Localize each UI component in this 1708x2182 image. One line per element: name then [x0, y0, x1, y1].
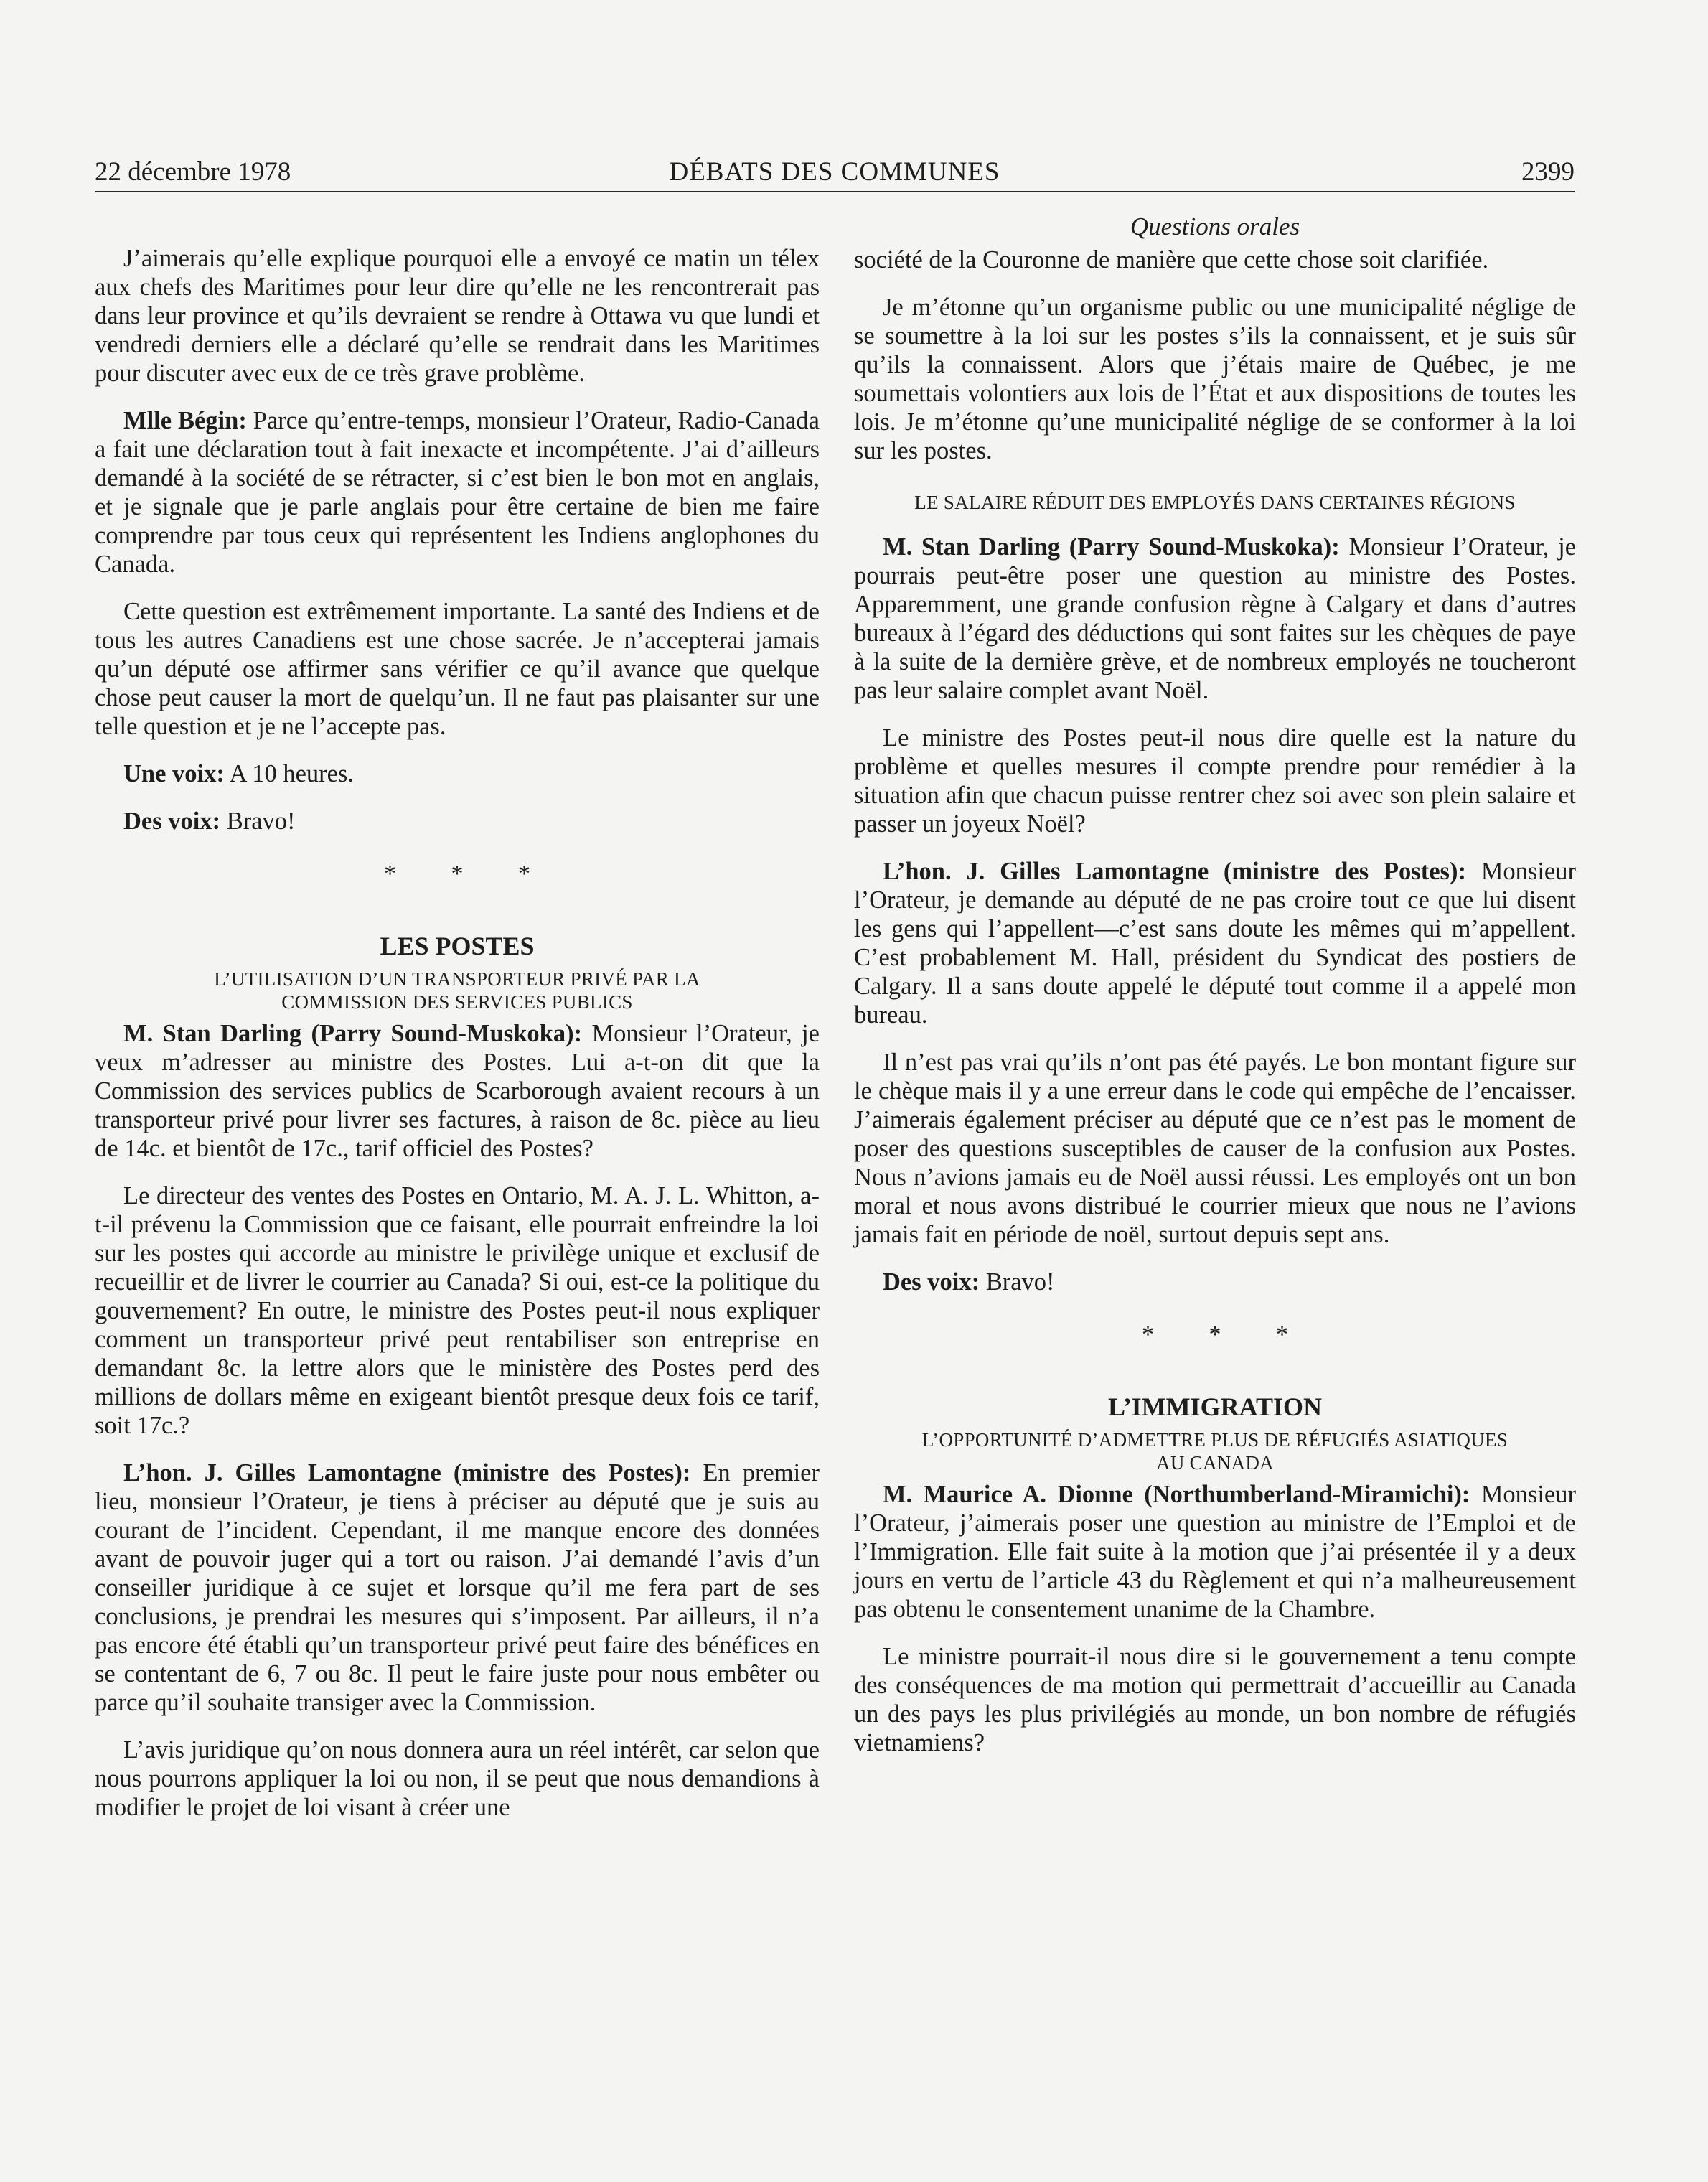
page-header — [95, 155, 1575, 189]
speaker-name: Mlle Bégin: — [123, 407, 247, 434]
header-title: DÉBATS DES COMMUNES — [669, 157, 1000, 187]
paragraph: Cette question est extrêmement importante. La santé des Indiens et de tous les autres Canadiens est une chose sacrée. Je n’accepterai jamais qu’un député ose affirmer sans vérifier ce qu’il avance que quelque chose peut causer la mort de quelqu’un. Il ne faut pas plaisanter sur une telle question et je ne l’accepte pas. — [95, 598, 820, 740]
paragraph — [95, 1019, 820, 1163]
speech-text: Monsieur l’Orateur, je demande au député de ne pas croire tout ce que lui disent les gens qui l’appellent—c’est sans doute les mêmes qui m’appellent. C’est probablement M. Hall, président du Syndicat des postiers de Calgary. Il a sans doute appelé le député tout comme il a appelé mon bureau. — [854, 858, 1576, 1029]
paragraph: Le directeur des ventes des Postes en Ontario, M. A. J. L. Whitton, a-t-il prévenu la Commission que ce faisant, elle pourrait enfreindre la loi sur les postes qui accorde au ministre le privilège unique et exclusif de recueillir et de livrer le courrier au Canada? Si oui, est-ce la politique du gouvernement? En outre, le ministre des Postes peut-il nous expliquer comment un transporteur privé peut rentabiliser son entreprise en demandant 8c. la lettre alors que le ministère des Postes perd des millions de dollars même en exigeant bientôt presque deux fois ce tarif, soit 17c.? — [95, 1182, 820, 1439]
paragraph: Il n’est pas vrai qu’ils n’ont pas été payés. Le bon montant figure sur le chèque mais il y a une erreur dans le code qui empêche de l’encaisser. J’aimerais également préciser au député que ce n’est pas le moment de poser des questions susceptibles de causer de la confusion aux Postes. Nous n’avions jamais eu de Noël aussi réussi. Les employés ont un bon moral et nous avons distribué le courrier mieux que nous ne l’avions jamais fait en période de noël, surtout depuis sept ans. — [854, 1049, 1576, 1248]
paragraph — [854, 533, 1576, 705]
paragraph: Le ministre pourrait-il nous dire si le gouvernement a tenu compte des conséquences de ma motion qui permettrait d’accueillir au Canada un des pays les plus privilégiés au monde, un bon nombre de réfugiés vietnamiens? — [854, 1643, 1576, 1756]
speech-text: Parce qu’entre-temps, monsieur l’Orateur, Radio-Canada a fait une déclaration tout à fait inexacte et incompétente. J’ai d’ailleurs demandé à la société de se rétracter, si c’est bien le bon mot en anglais, et je signale que je parle anglais pour être certaine de bien me faire comprendre par tous ceux qui représentent les Indiens anglophones du Canada. — [95, 407, 820, 578]
speaker-name: M. Stan Darling (Parry Sound-Muskoka): — [123, 1020, 583, 1047]
speech-text: Bravo! — [980, 1268, 1055, 1296]
paragraph: L’avis juridique qu’on nous donnera aura un réel intérêt, car selon que nous pourrons appliquer la loi ou non, il se peut que nous demandions à modifier le projet de loi visant à créer une — [95, 1736, 820, 1821]
speaker-name: M. Stan Darling (Parry Sound-Muskoka): — [883, 533, 1340, 561]
speaker-name: Des voix: — [123, 807, 221, 835]
paragraph — [854, 1268, 1576, 1296]
header-rule — [95, 191, 1575, 192]
section-separator: * * * — [384, 861, 555, 887]
section-subhead: LE SALAIRE RÉDUIT DES EMPLOYÉS DANS CERTAINES RÉGIONS — [914, 492, 1516, 513]
right-column — [854, 211, 1576, 1776]
speaker-name: M. Maurice A. Dionne (Northumberland-Miramichi): — [883, 1481, 1470, 1508]
subhead-line: AU CANADA — [1156, 1452, 1274, 1474]
left-column — [95, 244, 820, 1840]
speech-text: Monsieur l’Orateur, je veux m’adresser au ministre des Postes. Lui a-t-on dit que la Commission des services publics de Scarborough avaient recours à un transporteur privé pour livrer ses factures, à raison de 8c. pièce au lieu de 14c. et bientôt de 17c., tarif officiel des Postes? — [95, 1020, 820, 1162]
section-subhead — [95, 968, 820, 1013]
speech-text: Monsieur l’Orateur, je pourrais peut-être poser une question au ministre des Postes. Apparemment, une grande confusion règne à Calgary et dans d’autres bureaux à l’égard des déductions qui sont faites sur les chèques de paye à la suite de la dernière grève, et de nombreux employés ne toucheront pas leur salaire complet avant Noël. — [854, 533, 1577, 704]
speech-text: En premier lieu, monsieur l’Orateur, je tiens à préciser au député que je suis au courant de l’incident. Cependant, il me manque encore des données avant de pouvoir juger qui a tort ou raison. J’ai demandé l’avis d’un conseiller juridique à ce sujet et lorsque qu’il me fera part de ses conclusions, je prendrai les mesures qui s’imposent. Par ailleurs, il n’a pas encore été établi qu’un transporteur privé peut faire des bénéfices en se contentant de 6, 7 ou 8c. Il peut le faire juste pour nous embêter ou parce qu’il souhaite transiger avec la Commission. — [95, 1459, 820, 1716]
section-title: LES POSTES — [380, 932, 535, 960]
paragraph — [854, 857, 1576, 1029]
paragraph — [854, 1480, 1576, 1624]
subhead-line: L’UTILISATION D’UN TRANSPORTEUR PRIVÉ PAR LA — [214, 968, 700, 990]
section-separator: * * * — [1142, 1321, 1313, 1348]
speech-text: A 10 heures. — [224, 760, 355, 787]
speech-text: Bravo! — [220, 807, 296, 835]
header-date: 22 décembre 1978 — [95, 157, 291, 187]
paragraph: Je m’étonne qu’un organisme public ou une municipalité néglige de se soumettre à la loi sur les postes s’ils la connaissent, et je suis sûr qu’ils la connaissent. Alors que j’étais maire de Québec, je me soumettais volontiers aux lois de l’État et aux dispositions de toutes les lois. Je m’étonne qu’une municipalité néglige de se conformer à la loi sur les postes. — [854, 294, 1576, 464]
speaker-name: L’hon. J. Gilles Lamontagne (ministre des Postes): — [883, 858, 1466, 885]
paragraph — [95, 807, 820, 835]
paragraph — [95, 406, 820, 579]
paragraph — [95, 759, 820, 788]
section-title: L’IMMIGRATION — [1107, 1392, 1323, 1421]
speaker-name: Des voix: — [883, 1268, 980, 1296]
running-head: Questions orales — [1130, 212, 1300, 240]
section-subhead — [854, 1428, 1576, 1474]
paragraph: J’aimerais qu’elle explique pourquoi elle a envoyé ce matin un télex aux chefs des Maritimes pour leur dire qu’elle ne les rencontrerait pas dans leur province et qu’ils devraient se rendre à Ottawa vu que lundi et vendredi derniers elle a déclaré qu’elle se rendrait dans les Maritimes pour discuter avec eux de ce très grave problème. — [95, 245, 820, 387]
header-page-number: 2399 — [1521, 157, 1575, 187]
paragraph: Le ministre des Postes peut-il nous dire quelle est la nature du problème et quelles mesures il compte prendre pour remédier à la situation afin que chacun puisse rentrer chez soi avec son plein salaire et passer un joyeux Noël? — [854, 724, 1576, 838]
paragraph — [95, 1458, 820, 1717]
paragraph: société de la Couronne de manière que cette chose soit clarifiée. — [854, 246, 1489, 273]
speaker-name: L’hon. J. Gilles Lamontagne (ministre des Postes): — [123, 1459, 691, 1486]
speaker-name: Une voix: — [123, 760, 225, 787]
subhead-line: COMMISSION DES SERVICES PUBLICS — [281, 991, 633, 1013]
speech-text: Monsieur l’Orateur, j’aimerais poser une question au ministre de l’Emploi et de l’Immigration. Elle fait suite à la motion que j’ai présentée il y a deux jours en vertu de l’article 43 du Règlement et qui n’a malheureusement pas obtenu le consentement unanime de la Chambre. — [854, 1481, 1576, 1623]
subhead-line: L’OPPORTUNITÉ D’ADMETTRE PLUS DE RÉFUGIÉS ASIATIQUES — [921, 1429, 1508, 1451]
